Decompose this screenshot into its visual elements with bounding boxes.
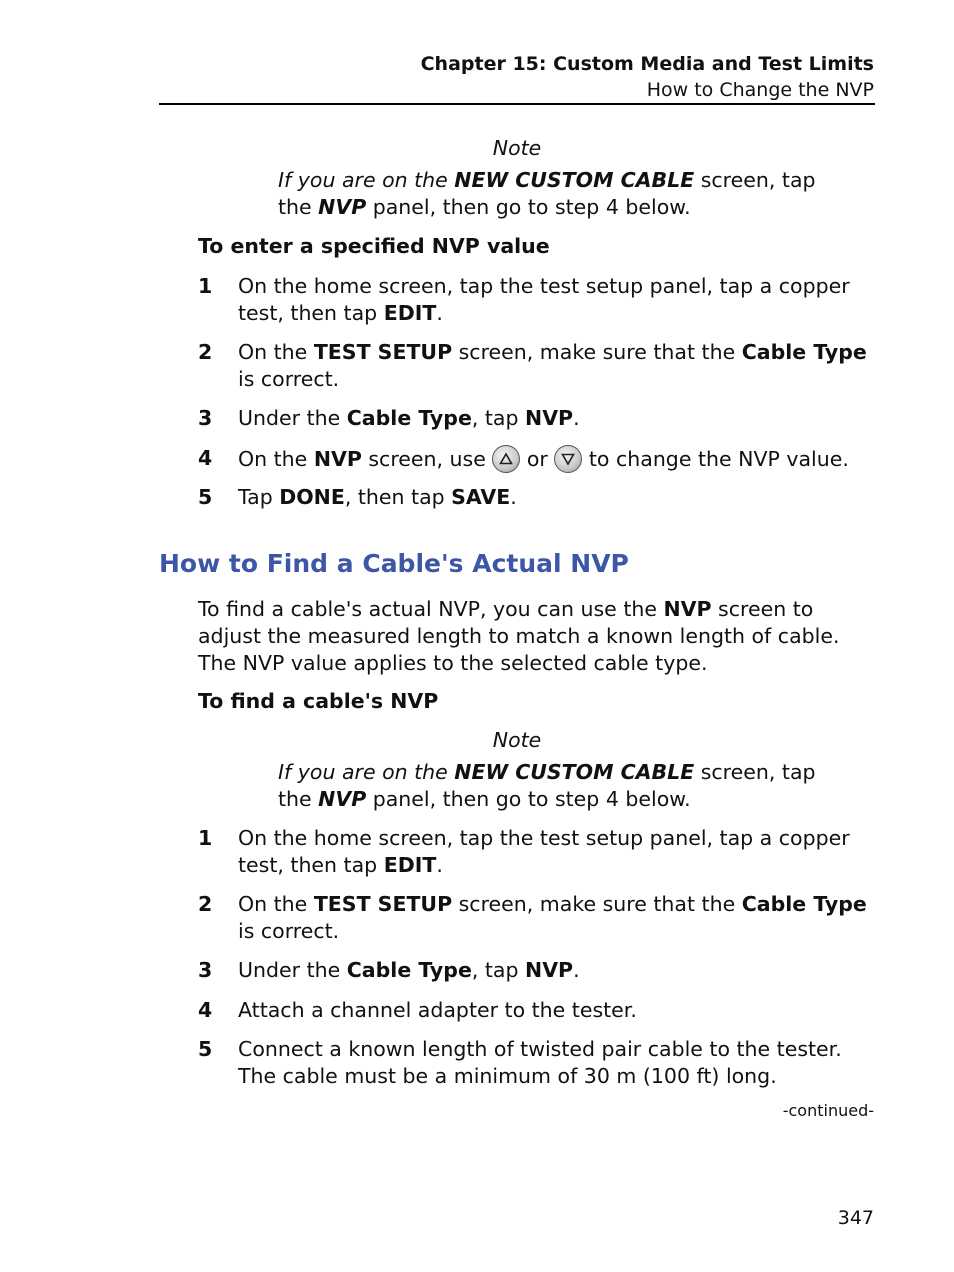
note-text-part: panel, then go to step 4 below. bbox=[366, 787, 691, 811]
note-text-part: the bbox=[278, 787, 319, 811]
note-text-part: the bbox=[278, 195, 319, 219]
chapter-title: Chapter 15: Custom Media and Test Limits bbox=[420, 53, 874, 75]
step-text-part: , tap bbox=[471, 406, 526, 430]
note-text-part: NVP bbox=[318, 195, 367, 219]
step-number: 1 bbox=[198, 826, 213, 850]
step-number: 4 bbox=[198, 446, 213, 470]
step-text bbox=[238, 339, 878, 393]
step-text bbox=[238, 484, 878, 511]
note-text-part: If you are on the bbox=[278, 168, 455, 192]
step-text: Connect a known length of twisted pair cable to the tester. The cable must be a minimum of 30 m (100 ft) long. bbox=[238, 1037, 842, 1088]
step-text-part: Tap bbox=[238, 485, 280, 509]
procedure-title: To find a cable's NVP bbox=[198, 689, 439, 713]
step-number: 2 bbox=[198, 892, 213, 916]
step-text-part: to change the NVP value. bbox=[582, 447, 849, 471]
step-number: 5 bbox=[198, 485, 213, 509]
note-label: Note bbox=[492, 728, 542, 752]
step-text-part: On the bbox=[238, 892, 314, 916]
step-text-part: On the home screen, tap the test setup panel, tap a copper test, then tap bbox=[238, 826, 850, 877]
step-text-part: DONE bbox=[279, 485, 345, 509]
down-arrow-button-icon bbox=[554, 445, 582, 473]
step-number: 4 bbox=[198, 998, 213, 1022]
note-text-part: screen, tap bbox=[694, 168, 816, 192]
header-rule bbox=[159, 103, 875, 105]
step-text-part: or bbox=[520, 447, 555, 471]
paragraph-part: NVP bbox=[663, 597, 712, 621]
step-text bbox=[238, 891, 878, 945]
step-text bbox=[238, 273, 878, 327]
up-arrow-button-icon bbox=[492, 445, 520, 473]
step-text-part: TEST SETUP bbox=[313, 892, 453, 916]
step-text-part: SAVE bbox=[451, 485, 511, 509]
page-number: 347 bbox=[837, 1207, 874, 1229]
note-text bbox=[278, 759, 838, 813]
step-text-part: screen, use bbox=[361, 447, 493, 471]
step-number: 3 bbox=[198, 958, 213, 982]
step-text-part: NVP bbox=[525, 406, 574, 430]
step-text bbox=[238, 445, 878, 473]
step-text-part: . bbox=[573, 406, 580, 430]
step-text-part: . bbox=[573, 958, 580, 982]
step-number: 1 bbox=[198, 274, 213, 298]
note-text-part: If you are on the bbox=[278, 760, 455, 784]
step-text-part: . bbox=[436, 301, 443, 325]
step-text-part: , tap bbox=[471, 958, 526, 982]
continued-marker: -continued- bbox=[782, 1101, 874, 1120]
step-text-part: , then tap bbox=[344, 485, 452, 509]
paragraph-part: screen to adjust the measured length to match a known length of cable. The NVP value applies to the selected cable type. bbox=[198, 597, 840, 675]
step-text-part: On the home screen, tap the test setup panel, tap a copper test, then tap bbox=[238, 274, 850, 325]
note-text-part: panel, then go to step 4 below. bbox=[366, 195, 691, 219]
step-text-part: Cable Type bbox=[741, 892, 867, 916]
body-paragraph bbox=[198, 596, 878, 677]
step-number: 5 bbox=[198, 1037, 213, 1061]
step-text-part: Under the bbox=[238, 958, 347, 982]
note-text bbox=[278, 167, 838, 221]
step-text-part: EDIT bbox=[383, 853, 437, 877]
paragraph-part: To find a cable's actual NVP, you can use the bbox=[198, 597, 664, 621]
step-text-part: On the bbox=[238, 447, 314, 471]
step-text-part: Under the bbox=[238, 406, 347, 430]
step-text-part: is correct. bbox=[238, 919, 340, 943]
step-text-part: Cable Type bbox=[346, 406, 472, 430]
note-text-part: screen, tap bbox=[694, 760, 816, 784]
step-number: 2 bbox=[198, 340, 213, 364]
step-text-part: . bbox=[436, 853, 443, 877]
step-text-part: Cable Type bbox=[741, 340, 867, 364]
step-text-part: . bbox=[510, 485, 517, 509]
step-text-part: is correct. bbox=[238, 367, 340, 391]
note-label: Note bbox=[492, 136, 542, 160]
step-number: 3 bbox=[198, 406, 213, 430]
step-text bbox=[238, 825, 878, 879]
step-text-part: On the bbox=[238, 340, 314, 364]
note-text-part: NVP bbox=[318, 787, 367, 811]
section-running-head: How to Change the NVP bbox=[646, 79, 874, 101]
step-text bbox=[238, 957, 878, 984]
step-text bbox=[238, 405, 878, 432]
step-text-part: screen, make sure that the bbox=[452, 892, 742, 916]
section-heading: How to Find a Cable's Actual NVP bbox=[159, 549, 629, 578]
step-text-part: EDIT bbox=[383, 301, 437, 325]
step-text: Attach a channel adapter to the tester. bbox=[238, 998, 637, 1022]
step-text-part: TEST SETUP bbox=[313, 340, 453, 364]
procedure-title: To enter a specified NVP value bbox=[198, 234, 550, 258]
note-text-part: NEW CUSTOM CABLE bbox=[454, 168, 695, 192]
step-text-part: Cable Type bbox=[346, 958, 472, 982]
step-text-part: screen, make sure that the bbox=[452, 340, 742, 364]
step-text-part: NVP bbox=[525, 958, 574, 982]
step-text-part: NVP bbox=[313, 447, 362, 471]
note-text-part: NEW CUSTOM CABLE bbox=[454, 760, 695, 784]
